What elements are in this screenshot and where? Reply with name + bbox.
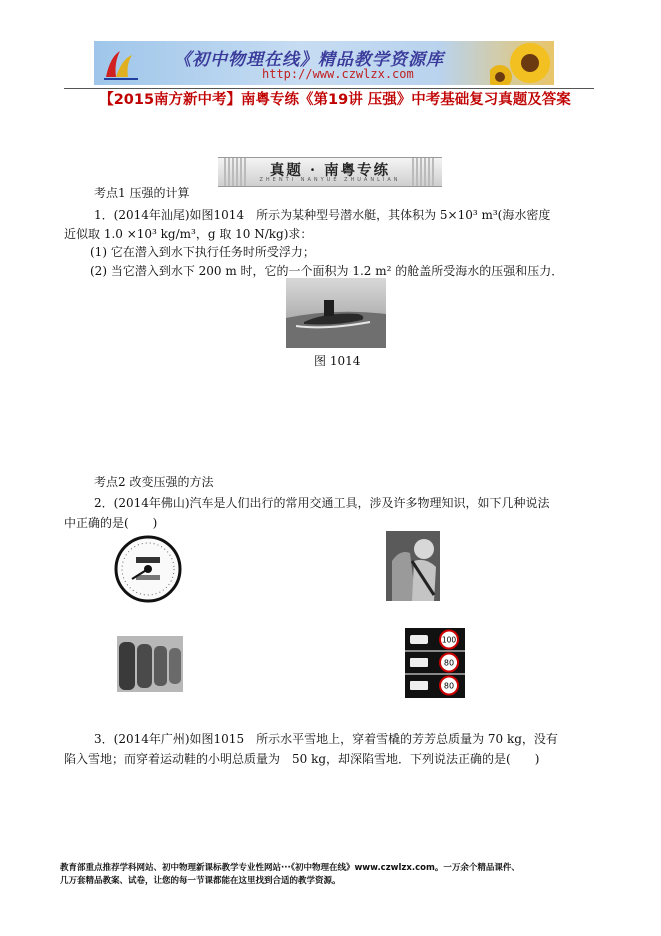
footer-line1: 教育部重点推荐学科网站、初中物理新课标教学专业性网站···《初中物理在线》www.czwlzx.com。一万余个精品课件、	[60, 863, 520, 873]
car-icon	[410, 635, 428, 644]
sunflower-icon	[490, 41, 554, 85]
figure-1014-caption: 图 1014	[314, 354, 361, 368]
banner-url[interactable]: http://www.czwlzx.com	[262, 67, 414, 81]
header-rule	[64, 88, 594, 89]
bus-icon	[410, 658, 428, 667]
speed-limit-signs	[405, 628, 465, 698]
sign-value-2: 80	[443, 658, 455, 668]
sign-value-1: 100	[441, 635, 457, 645]
section-banner-title: 真题 · 南粤专练	[269, 162, 391, 179]
site-logo-icon	[102, 47, 140, 81]
crash-test-icon	[386, 531, 440, 601]
submarine-icon	[286, 278, 386, 348]
q1-item1: (1) 它在潜入到水下执行任务时所受浮力；	[90, 245, 315, 259]
site-banner	[94, 41, 554, 85]
kaodian-1-heading: 考点1 压强的计算	[94, 186, 190, 200]
footer-line2: 几万套精品教案、试卷，让您的每一节课都能在这里找到合适的教学资源。	[60, 876, 341, 886]
banner-title: 《初中物理在线》精品教学资源库	[174, 50, 444, 70]
sign-value-3: 80	[443, 681, 455, 691]
q2-line1: 2．(2014年佛山)汽车是人们出行的常用交通工具，涉及许多物理知识，如下几种说法	[94, 496, 550, 510]
q3-line2: 陷入雪地；而穿着运动鞋的小明总质量为 50 kg，却深陷雪地．下列说法正确的是( )	[64, 752, 540, 766]
q1-item2: (2) 当它潜入到水下 200 m 时，它的一个面积为 1.2 m² 的舱盖所受海水的压强和压力．	[90, 264, 564, 278]
truck-icon	[410, 681, 428, 690]
kaodian-2-heading: 考点2 改变压强的方法	[94, 475, 214, 489]
q2-line2: 中正确的是( )	[64, 516, 158, 530]
page-footer	[60, 862, 620, 888]
speed-sign-panel	[405, 628, 465, 698]
submarine-figure	[286, 278, 386, 348]
section-banner-pinyin: ZHENTI NANYUE ZHUANLIAN	[259, 177, 401, 183]
speedometer-icon	[114, 535, 182, 603]
q3-line1: 3．(2014年广州)如图1015 所示水平雪地上，穿着雪橇的芳芳总质量为 70 kg，没有	[94, 732, 558, 746]
tires-icon	[117, 636, 183, 692]
truck-tires-image	[117, 636, 183, 692]
section-banner	[218, 157, 442, 187]
seatbelt-image	[386, 531, 440, 601]
speedometer-image	[114, 535, 182, 603]
q1-line1: 1．(2014年汕尾)如图1014 所示为某种型号潜水艇，其体积为 5×10³ m³(海水密度	[94, 208, 551, 222]
q1-line2: 近似取 1.0 ×10³ kg/m³，g 取 10 N/kg)求：	[64, 227, 313, 241]
document-title: 【2015南方新中考】南粤专练《第19讲 压强》中考基础复习真题及答案	[99, 92, 571, 108]
